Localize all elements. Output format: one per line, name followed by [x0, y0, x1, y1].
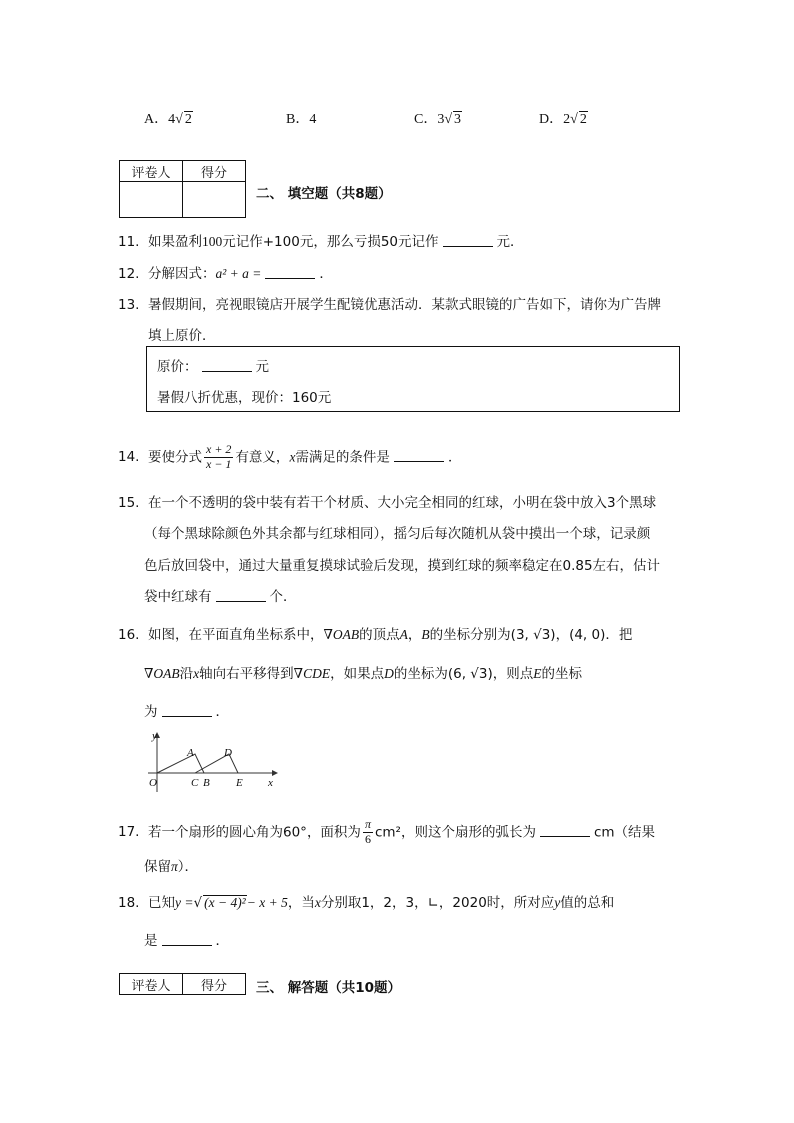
answer-blank[interactable]: [162, 933, 212, 946]
question-16-line3: 为 ．: [144, 704, 229, 720]
score-cell: [183, 182, 246, 218]
coordinate-figure: [142, 726, 282, 794]
question-11: 11. 如果盈利100元记作+100元，那么亏损50元记作 元．: [118, 234, 524, 250]
label-c: C: [191, 777, 199, 789]
answer-blank[interactable]: [265, 266, 315, 279]
question-18-line2: 是 ．: [144, 933, 229, 949]
option-d: D．2√ 2: [539, 112, 587, 127]
ad-board: [146, 346, 680, 412]
option-c: C．3√ 3: [414, 112, 462, 127]
answer-blank[interactable]: [540, 824, 590, 837]
answer-blank[interactable]: [162, 704, 212, 717]
question-18: 18. 已知y =√ (x − 4)²− x + 5，当x分别取1，2，3，∟，2020时，所对应y值的总和: [118, 895, 615, 911]
question-15-line4: 袋中红球有 个．: [144, 589, 297, 605]
label-o: O: [149, 777, 157, 789]
question-15-line3: 色后放回袋中，通过大量重复摸球试验后发现，摸到红球的频率稳定在0.85左右，估计: [144, 558, 661, 574]
grader-cell: [120, 182, 183, 218]
fraction: $\frac{x + 2}{x - 1}$: [206, 442, 232, 471]
answer-blank[interactable]: [394, 449, 444, 462]
label-b: B: [203, 777, 210, 789]
option-a: A．4√ 2: [144, 112, 192, 127]
question-17-line2: 保留π）．: [144, 859, 199, 875]
question-16-line2: ∇OAB沿x轴向右平移得到∇CDE，如果点D的坐标为(6, √3)，则点E的坐标: [144, 666, 583, 682]
grader-label: 评卷人: [120, 974, 183, 995]
ad-price-line: 原价： 元: [157, 359, 269, 375]
question-14: 14. 要使分式 $\frac{x + 2}{x - 1}$ 有意义，x需满足的条件是 ．: [118, 442, 462, 471]
grader-label: 评卷人: [120, 161, 183, 182]
answer-blank[interactable]: [202, 359, 252, 372]
answer-blank[interactable]: [216, 589, 266, 602]
score-label: 得分: [183, 161, 246, 182]
score-label: 得分: [183, 974, 246, 995]
question-12: 12. 分解因式：a² + a = ．: [118, 266, 333, 282]
x-axis-label: x: [268, 777, 273, 789]
score-table-section2: [119, 160, 246, 218]
option-b: B．4: [286, 112, 317, 127]
question-17: 17. 若一个扇形的圆心角为60°，面积为 $\frac{\pi}{6}$ cm²，则这个扇形的弧长为 cm（结果: [118, 817, 656, 846]
section2-title: 二、 填空题（共8题）: [256, 186, 392, 202]
score-table-section3: [119, 973, 246, 995]
ad-offer-line: 暑假八折优惠，现价：160元: [157, 390, 332, 406]
label-e: E: [236, 777, 243, 789]
section3-title: 三、 解答题（共10题）: [256, 980, 401, 996]
question-13-line2: 填上原价．: [148, 328, 216, 344]
question-16: 16. 如图，在平面直角坐标系中，∇OAB的顶点A，B的坐标分别为(3, √3)，(4, 0)．把: [118, 627, 633, 643]
x-axis-arrow: [272, 770, 278, 776]
question-15: 15. 在一个不透明的袋中装有若干个材质、大小完全相同的红球，小明在袋中放入3个黑球: [118, 495, 657, 511]
question-13: 13. 暑假期间，亮视眼镜店开展学生配镜优惠活动．某款式眼镜的广告如下，请你为广告牌: [118, 297, 661, 313]
answer-blank[interactable]: [443, 234, 493, 247]
label-d: D: [224, 747, 232, 759]
fraction: $\frac{\pi}{6}$: [364, 817, 371, 846]
question-15-line2: （每个黑球除颜色外其余都与红球相同），摇匀后每次随机从袋中摸出一个球，记录颜: [144, 526, 651, 542]
label-a: A: [187, 747, 194, 759]
y-axis-label: y: [152, 730, 157, 742]
triangle-oab: [157, 754, 204, 773]
